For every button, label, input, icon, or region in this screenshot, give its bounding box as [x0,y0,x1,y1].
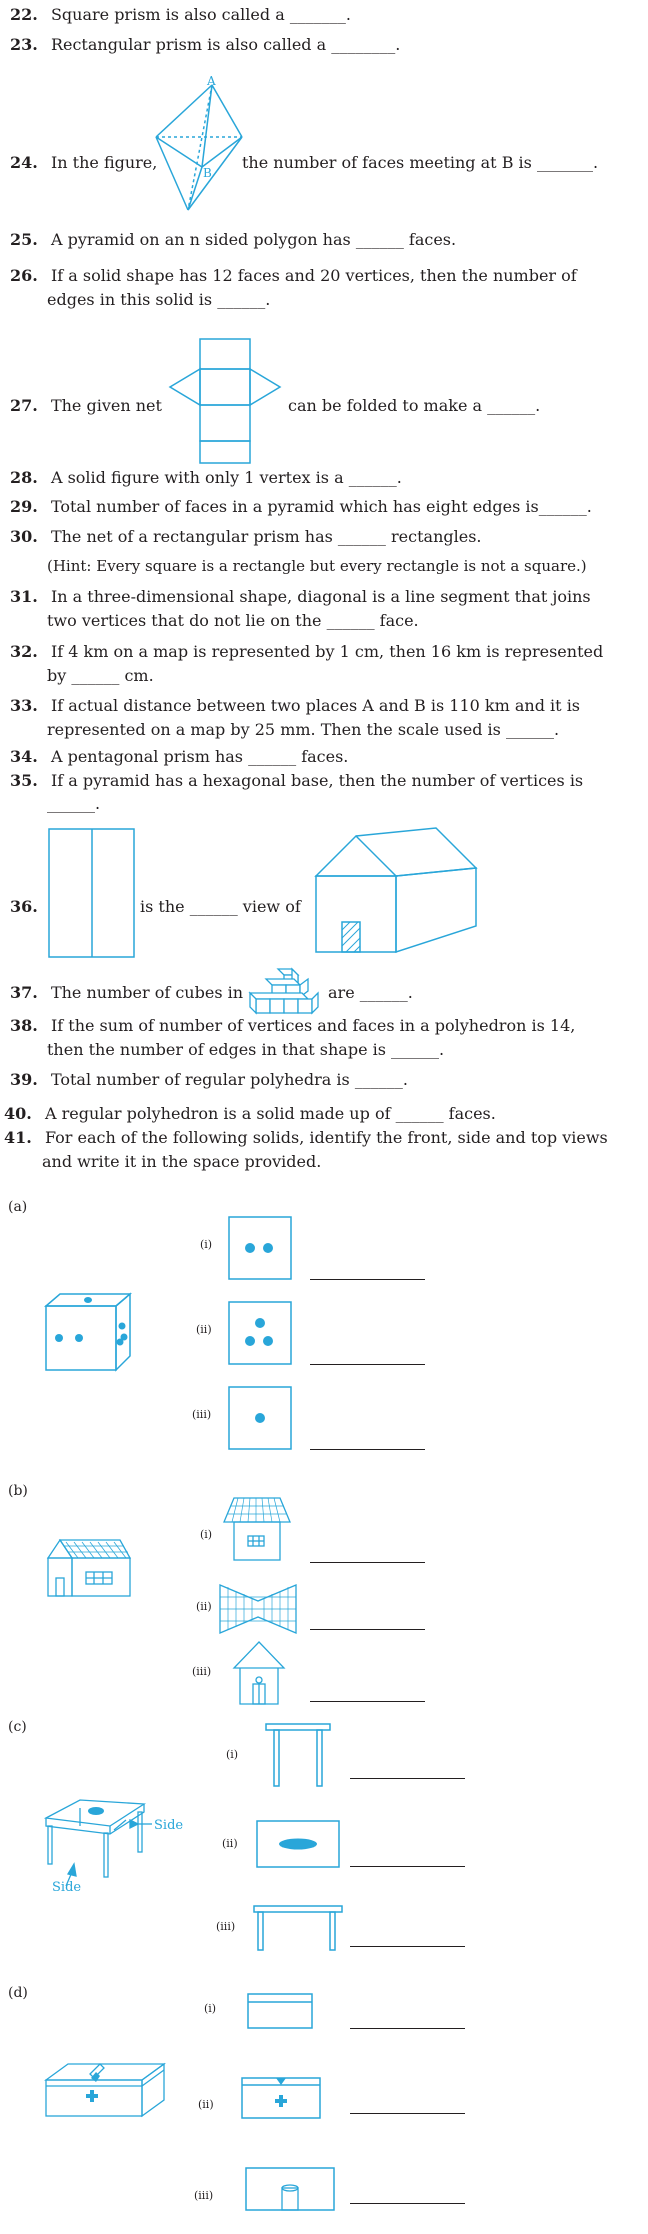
question-41 [4,1127,608,1149]
question-37-post: are ______. [328,983,413,1002]
question-number: 23. [10,35,38,54]
question-23 [10,34,400,56]
answer-line[interactable] [350,1778,465,1779]
question-30-hint: (Hint: Every square is a rectangle but every rectangle is not a square.) [47,557,587,575]
question-number: 41. [4,1128,32,1147]
die-view-i [228,1216,294,1282]
question-28 [10,467,402,489]
question-text: If 4 km on a map is represented by 1 cm, then 16 km is represented [50,642,604,661]
question-35 [10,770,583,792]
question-text: If actual distance between two places A and B is 110 km and it is [50,696,581,715]
answer-line[interactable] [310,1364,425,1365]
front-view-rectangle [48,828,138,960]
question-number: 36. [10,897,38,916]
question-text: The given net [50,396,162,415]
answer-line[interactable] [310,1629,425,1630]
answer-line[interactable] [310,1701,425,1702]
question-text: If the sum of number of vertices and faces in a polyhedron is 14, [50,1016,576,1035]
question-text: Square prism is also called a _______. [50,5,351,24]
question-number: 31. [10,587,38,606]
question-number: 34. [10,747,38,766]
question-text: The net of a rectangular prism has ______ rectangles. [50,527,482,546]
box-view-i [246,1992,316,2032]
question-text: A solid figure with only 1 vertex is a ______. [50,468,402,487]
question-34 [10,746,348,768]
question-text: The number of cubes in [50,983,244,1002]
question-37 [10,982,243,1004]
vertex-a-label: A [207,74,216,88]
part-c-label: (c) [8,1719,27,1735]
answer-line[interactable] [310,1449,425,1450]
question-number: 29. [10,497,38,516]
question-39 [10,1069,408,1091]
side-label-bottom: Side [52,1880,82,1895]
answer-line[interactable] [310,1562,425,1563]
question-32 [10,641,603,663]
question-text: If a pyramid has a hexagonal base, then the number of vertices is [50,771,584,790]
vertex-b-label: B [203,166,212,180]
question-text: In the figure, [50,153,158,172]
question-number: 24. [10,153,38,172]
question-number: 35. [10,771,38,790]
question-33-line2: represented on a map by 25 mm. Then the scale used is ______. [47,720,560,739]
question-number: 37. [10,983,38,1002]
question-26-line2: edges in this solid is ______. [47,290,271,309]
answer-line[interactable] [350,2028,465,2029]
question-number: 39. [10,1070,38,1089]
question-26 [10,265,577,287]
question-27-post: can be folded to make a ______. [288,396,541,415]
question-number: 25. [10,230,38,249]
roman-ii: (ii) [222,1837,238,1850]
question-31-line2: two vertices that do not lie on the ______ face. [47,611,419,630]
question-36-text: is the ______ view of [140,897,301,916]
question-24 [10,152,157,174]
roman-ii: (ii) [196,1323,212,1336]
side-label-right: Side [154,1818,184,1833]
question-38-line2: then the number of edges in that shape is ______. [47,1040,445,1059]
house-view-i [220,1496,296,1562]
house-view-iii [232,1640,288,1706]
roman-ii: (ii) [196,1600,212,1613]
roman-iii: (iii) [216,1920,236,1933]
question-number: 28. [10,468,38,487]
table-figure [44,1798,204,1894]
question-30 [10,526,482,548]
question-24-post: the number of faces meeting at B is _______. [242,153,599,172]
part-d-label: (d) [8,1985,28,2001]
question-27 [10,395,162,417]
question-text: A pentagonal prism has ______ faces. [50,747,349,766]
table-view-iii [252,1904,346,1954]
question-35-line2: ______. [47,794,101,813]
question-36 [10,896,38,918]
box-view-iii [244,2166,336,2214]
answer-line[interactable] [350,1866,465,1867]
triangular-prism-net [168,337,288,467]
die-figure [44,1292,132,1372]
answer-line[interactable] [350,1946,465,1947]
roman-i: (i) [204,2002,217,2015]
question-text: Rectangular prism is also called a ________. [50,35,401,54]
roman-iii: (iii) [192,1665,212,1678]
question-text: A pyramid on an n sided polygon has ______ faces. [50,230,457,249]
roman-i: (i) [200,1528,213,1541]
question-33 [10,695,580,717]
question-number: 40. [4,1104,32,1123]
answer-line[interactable] [350,2203,465,2204]
question-22 [10,4,351,26]
first-aid-box-figure [44,2060,168,2120]
question-text: In a three-dimensional shape, diagonal is a line segment that joins [50,587,591,606]
box-view-ii [240,2076,322,2120]
question-number: 33. [10,696,38,715]
octahedron-figure [150,75,250,215]
part-a-label: (a) [8,1199,28,1215]
part-b-label: (b) [8,1483,28,1499]
answer-line[interactable] [350,2113,465,2114]
question-29 [10,496,592,518]
question-text: Total number of faces in a pyramid which has eight edges is______. [50,497,592,516]
house-view-ii [218,1583,300,1635]
small-house-figure [44,1536,134,1600]
cubes-figure [246,967,326,1019]
roman-i: (i) [226,1748,239,1761]
question-number: 30. [10,527,38,546]
question-31 [10,586,591,608]
roman-iii: (iii) [192,1408,212,1421]
roman-iii: (iii) [194,2189,214,2202]
table-view-ii [256,1820,342,1870]
question-number: 26. [10,266,38,285]
question-41-line2: and write it in the space provided. [42,1152,322,1171]
table-view-i [264,1722,334,1788]
question-text: If a solid shape has 12 faces and 20 vertices, then the number of [50,266,577,285]
question-40 [4,1103,496,1125]
roman-ii: (ii) [198,2098,214,2111]
die-view-iii [228,1386,294,1452]
question-number: 27. [10,396,38,415]
answer-line[interactable] [310,1279,425,1280]
question-number: 38. [10,1016,38,1035]
die-view-ii [228,1301,294,1367]
question-text: Total number of regular polyhedra is ______. [50,1070,408,1089]
house-figure [314,826,484,956]
question-number: 22. [10,5,38,24]
question-38 [10,1015,575,1037]
question-32-line2: by ______ cm. [47,666,154,685]
roman-i: (i) [200,1238,213,1251]
question-number: 32. [10,642,38,661]
question-text: For each of the following solids, identify the front, side and top views [44,1128,608,1147]
question-25 [10,229,456,251]
question-text: A regular polyhedron is a solid made up of ______ faces. [44,1104,496,1123]
